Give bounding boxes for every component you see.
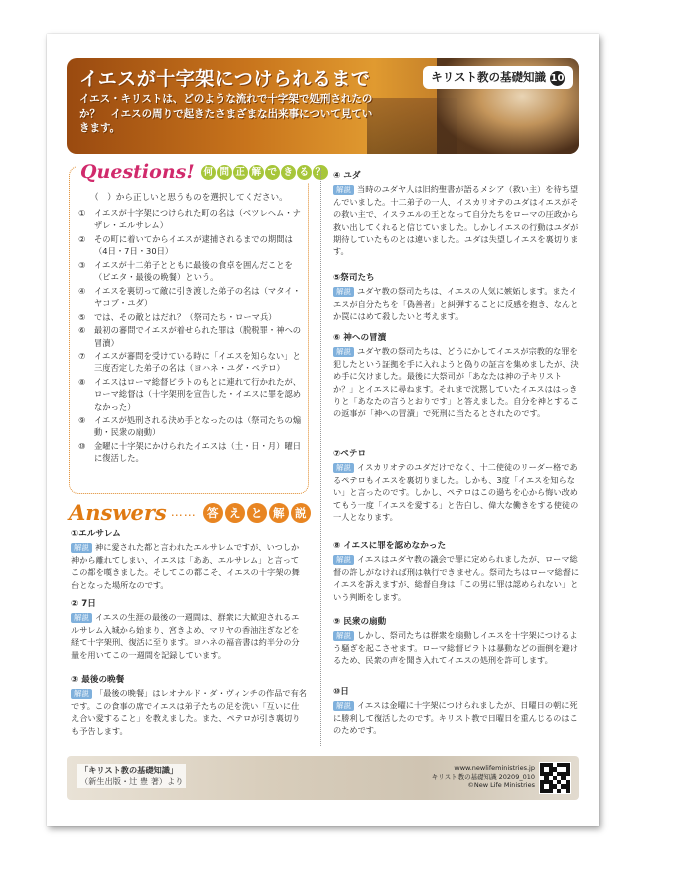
answer-heading: ⑦ペテロ (333, 449, 367, 459)
questions-list (78, 207, 302, 466)
explanation-tag: 解説 (333, 185, 354, 195)
answer-text: イエスはユダヤ教の議会で罪に定められましたが、ローマ総督の許しがなければ刑は執行できません。祭司たちはローマ総督にイエスを訴えますが、総督自身は「この男に罪は認められない」という判断をします。 (333, 554, 580, 602)
questions-title: Questions! (80, 161, 195, 183)
answer-pill: と (247, 503, 267, 523)
quiz-pill: 問 (217, 165, 232, 180)
source-title: 「キリスト教の基礎知識」 (80, 765, 179, 775)
footer-band (67, 756, 579, 800)
answer-block (333, 332, 581, 420)
quiz-pill: ？ (313, 165, 328, 180)
answers-title: Answers (69, 500, 167, 525)
question-number: ⑦ (78, 351, 86, 362)
question-text: イエスを裏切って敵に引き渡した弟子の名は（マタイ・ヤコブ・ユダ） (94, 285, 301, 308)
explanation-tag: 解説 (71, 543, 92, 553)
question-number: ④ (78, 285, 86, 296)
questions-box (69, 161, 326, 494)
answer-heading: ⑨ 民衆の扇動 (333, 617, 387, 627)
answer-text: 神に愛された都と言われたエルサレムですが、いつしか神から離れてしまい、イエスは「ああ、エルサレム」と言ってこの都を嘆きました。そしてこの都こそ、イエスの十字架の舞台となった場所なのです。 (71, 542, 300, 590)
question-number: ⑩ (78, 441, 86, 452)
column-divider (320, 168, 321, 746)
answer-heading: ② 7日 (71, 599, 96, 609)
question-item (78, 285, 302, 309)
question-number: ⑨ (78, 415, 86, 426)
answers-dots: …… (170, 505, 197, 519)
page-lead: イエス・キリストは、どのような流れで十字架で処刑されたのか？ イエスの周りで起きたさまざまな出来事について見ていきます。 (79, 93, 373, 134)
answer-block (333, 448, 581, 523)
explanation-tag: 解説 (333, 555, 354, 565)
series-number: 10 (550, 73, 565, 84)
question-item (78, 207, 302, 231)
question-item (78, 376, 302, 413)
footer-info (432, 764, 535, 790)
answer-block (333, 616, 581, 667)
answer-heading: ⑩日 (333, 687, 349, 697)
series-label: キリスト教の基礎知識 (431, 70, 546, 84)
explanation-tag: 解説 (333, 347, 354, 357)
quiz-pill: 何 (201, 165, 216, 180)
question-number: ⑤ (78, 311, 86, 322)
questions-heading (76, 161, 332, 183)
answer-block (71, 598, 307, 661)
website-url: www.newlifeministries.jp (454, 764, 535, 772)
question-text: その町に着いてからイエスが逮捕されるまでの期間は（4日・7日・30日） (94, 233, 293, 257)
answers-heading (69, 500, 311, 525)
question-item (78, 440, 302, 464)
question-text: 最初の審問でイエスが着せられた罪は（脱税罪・神への冒瀆） (94, 325, 302, 348)
question-item (78, 311, 302, 323)
question-item (78, 324, 302, 348)
explanation-tag: 解説 (71, 613, 92, 623)
answer-text: イスカリオテのユダだけでなく、十二使徒のリーダー格であるペテロもイエスを裏切りました。しかも、3度「イエスを知らない」と言ったのです。しかし、ペテロはこの過ちを心から悔い改めてもう一度「イエスを愛する」と告白し、偉大な働きをする使徒の一人となります。 (333, 462, 579, 523)
qr-code-icon (539, 762, 571, 794)
question-item (78, 259, 302, 283)
answer-heading: ④ ユダ (333, 171, 361, 181)
question-text: 金曜に十字架にかけられたイエスは（土・日・月）曜日に復活した。 (94, 441, 302, 464)
answer-heading: ③ 最後の晩餐 (71, 675, 125, 685)
quiz-pill: き (281, 165, 296, 180)
header-banner (67, 58, 579, 154)
document-code: キリスト教の基礎知識 20209_010 (431, 772, 535, 781)
question-number: ③ (78, 259, 86, 270)
explanation-tag: 解説 (333, 287, 354, 297)
explanation-tag: 解説 (333, 701, 354, 711)
answer-pill: 答 (203, 503, 223, 523)
answer-text: ユダヤ教の祭司たちは、イエスの人気に嫉妬します。またイエスが自分たちを「偽善者」と糾弾することに反感を抱き、なんとか罠にはめて殺したいと考えます。 (333, 286, 579, 322)
answer-text: イエスは金曜に十字架につけられましたが、日曜日の朝に死に勝利して復活したのです。キリスト教で日曜日を重んじるのはこのためです。 (333, 700, 578, 736)
answer-block (71, 528, 307, 591)
document-page (47, 34, 599, 826)
source-credit (77, 764, 186, 788)
question-number: ② (78, 233, 86, 244)
page-title: イエスが十字架につけられるまで (79, 68, 371, 90)
source-subtitle: （新生出版・辻 豊 著）より (80, 776, 184, 786)
question-text: イエスが十字架につけられた町の名は（ベツレヘム・ナザレ・エルサレム） (94, 208, 301, 231)
copyright: ©New Life Ministries (467, 781, 535, 789)
question-text: イエスはローマ総督ピラトのもとに連れて行かれたが、ローマ総督は（十字架刑を宣告した・イエスに罪を認めなかった） (94, 377, 302, 412)
answer-block (71, 674, 307, 737)
series-badge (423, 66, 573, 89)
question-text: イエスが十二弟子とともに最後の食卓を囲んだことを（ピエタ・最後の晩餐）という。 (94, 259, 293, 283)
question-item (78, 350, 302, 374)
answer-text: 「最後の晩餐」はレオナルド・ダ・ヴィンチの作品で有名です。この食事の席でイエスは弟子たちの足を洗い「互いに仕え合い愛すること」を教えました。また、ペテロが引き裏切りも予告します。 (71, 688, 307, 736)
explanation-tag: 解説 (333, 463, 354, 473)
answer-text: イエスの生涯の最後の一週間は、群衆に大歓迎されるエルサレム入城から始まり、宮きよめ、マリヤの香油注ぎなどを経て十字架刑、復活に至ります。ヨハネの福音書は約半分の分量を用いてこの一週間を記録しています。 (71, 612, 300, 660)
quiz-pill: る (297, 165, 312, 180)
answer-text: ユダヤ教の祭司たちは、どうにかしてイエスが宗教的な罪を犯したという証拠を手に入れようと偽りの証言を集めましたが、決め手に欠けました。最後に大祭司が「あなたは神の子キリストか？」とイエスに尋ねます。それまで沈黙していたイエスははっきりと「あなたの言うとおりです」と答えました。自分を神とするこの返事が「神への冒瀆」で死刑に当たるとされたのです。 (333, 346, 579, 419)
quiz-pill: 解 (249, 165, 264, 180)
question-text: イエスが処刑される決め手となったのは（祭司たちの煽動・民衆の扇動） (94, 415, 302, 438)
answer-pill: え (225, 503, 245, 523)
answer-pill: 説 (291, 503, 311, 523)
answer-block (333, 686, 581, 737)
question-item (78, 233, 302, 257)
question-number: ① (78, 208, 86, 218)
answer-text: 当時のユダヤ人は旧約聖書が語るメシア（救い主）を待ち望んでいました。十二弟子の一人、イスカリオテのユダはイエスがその救い主で、イスラエルの王となって自分たちをローマの圧政から救い出してくれると信じていました。しかしイエスの行動はユダが期待していたものとは違いました。ユダは失望しイエスを裏切ります。 (333, 184, 579, 257)
answer-heading: ①エルサレム (71, 529, 121, 539)
question-number: ⑧ (78, 377, 86, 388)
answer-block (333, 540, 581, 603)
question-text: では、その敵とはだれ？（祭司たち・ローマ兵） (94, 311, 277, 322)
questions-intro: （ ）から正しいと思うものを選択してください。 (90, 193, 288, 203)
quiz-pill: 正 (233, 165, 248, 180)
answer-block (333, 170, 581, 258)
answer-pill: 解 (269, 503, 289, 523)
answer-heading: ⑤祭司たち (333, 273, 375, 283)
question-item (78, 414, 302, 438)
quiz-pill: で (265, 165, 280, 180)
question-text: イエスが審問を受けている時に「イエスを知らない」と三度否定した弟子の名は（ヨハネ・ユダ・ペテロ） (94, 351, 301, 374)
explanation-tag: 解説 (71, 689, 92, 699)
answer-text: しかし、祭司たちは群衆を扇動しイエスを十字架につけるよう騒ぎを起こさせます。ローマ総督ピラトは暴動などの面倒を避けるため、民衆の声を聞き入れてイエスの処刑を許可します。 (333, 630, 578, 666)
answer-block (333, 272, 581, 323)
question-number: ⑥ (78, 325, 86, 336)
explanation-tag: 解説 (333, 631, 354, 641)
answer-heading: ⑧ イエスに罪を認めなかった (333, 541, 447, 551)
answer-heading: ⑥ 神への冒瀆 (333, 333, 387, 343)
